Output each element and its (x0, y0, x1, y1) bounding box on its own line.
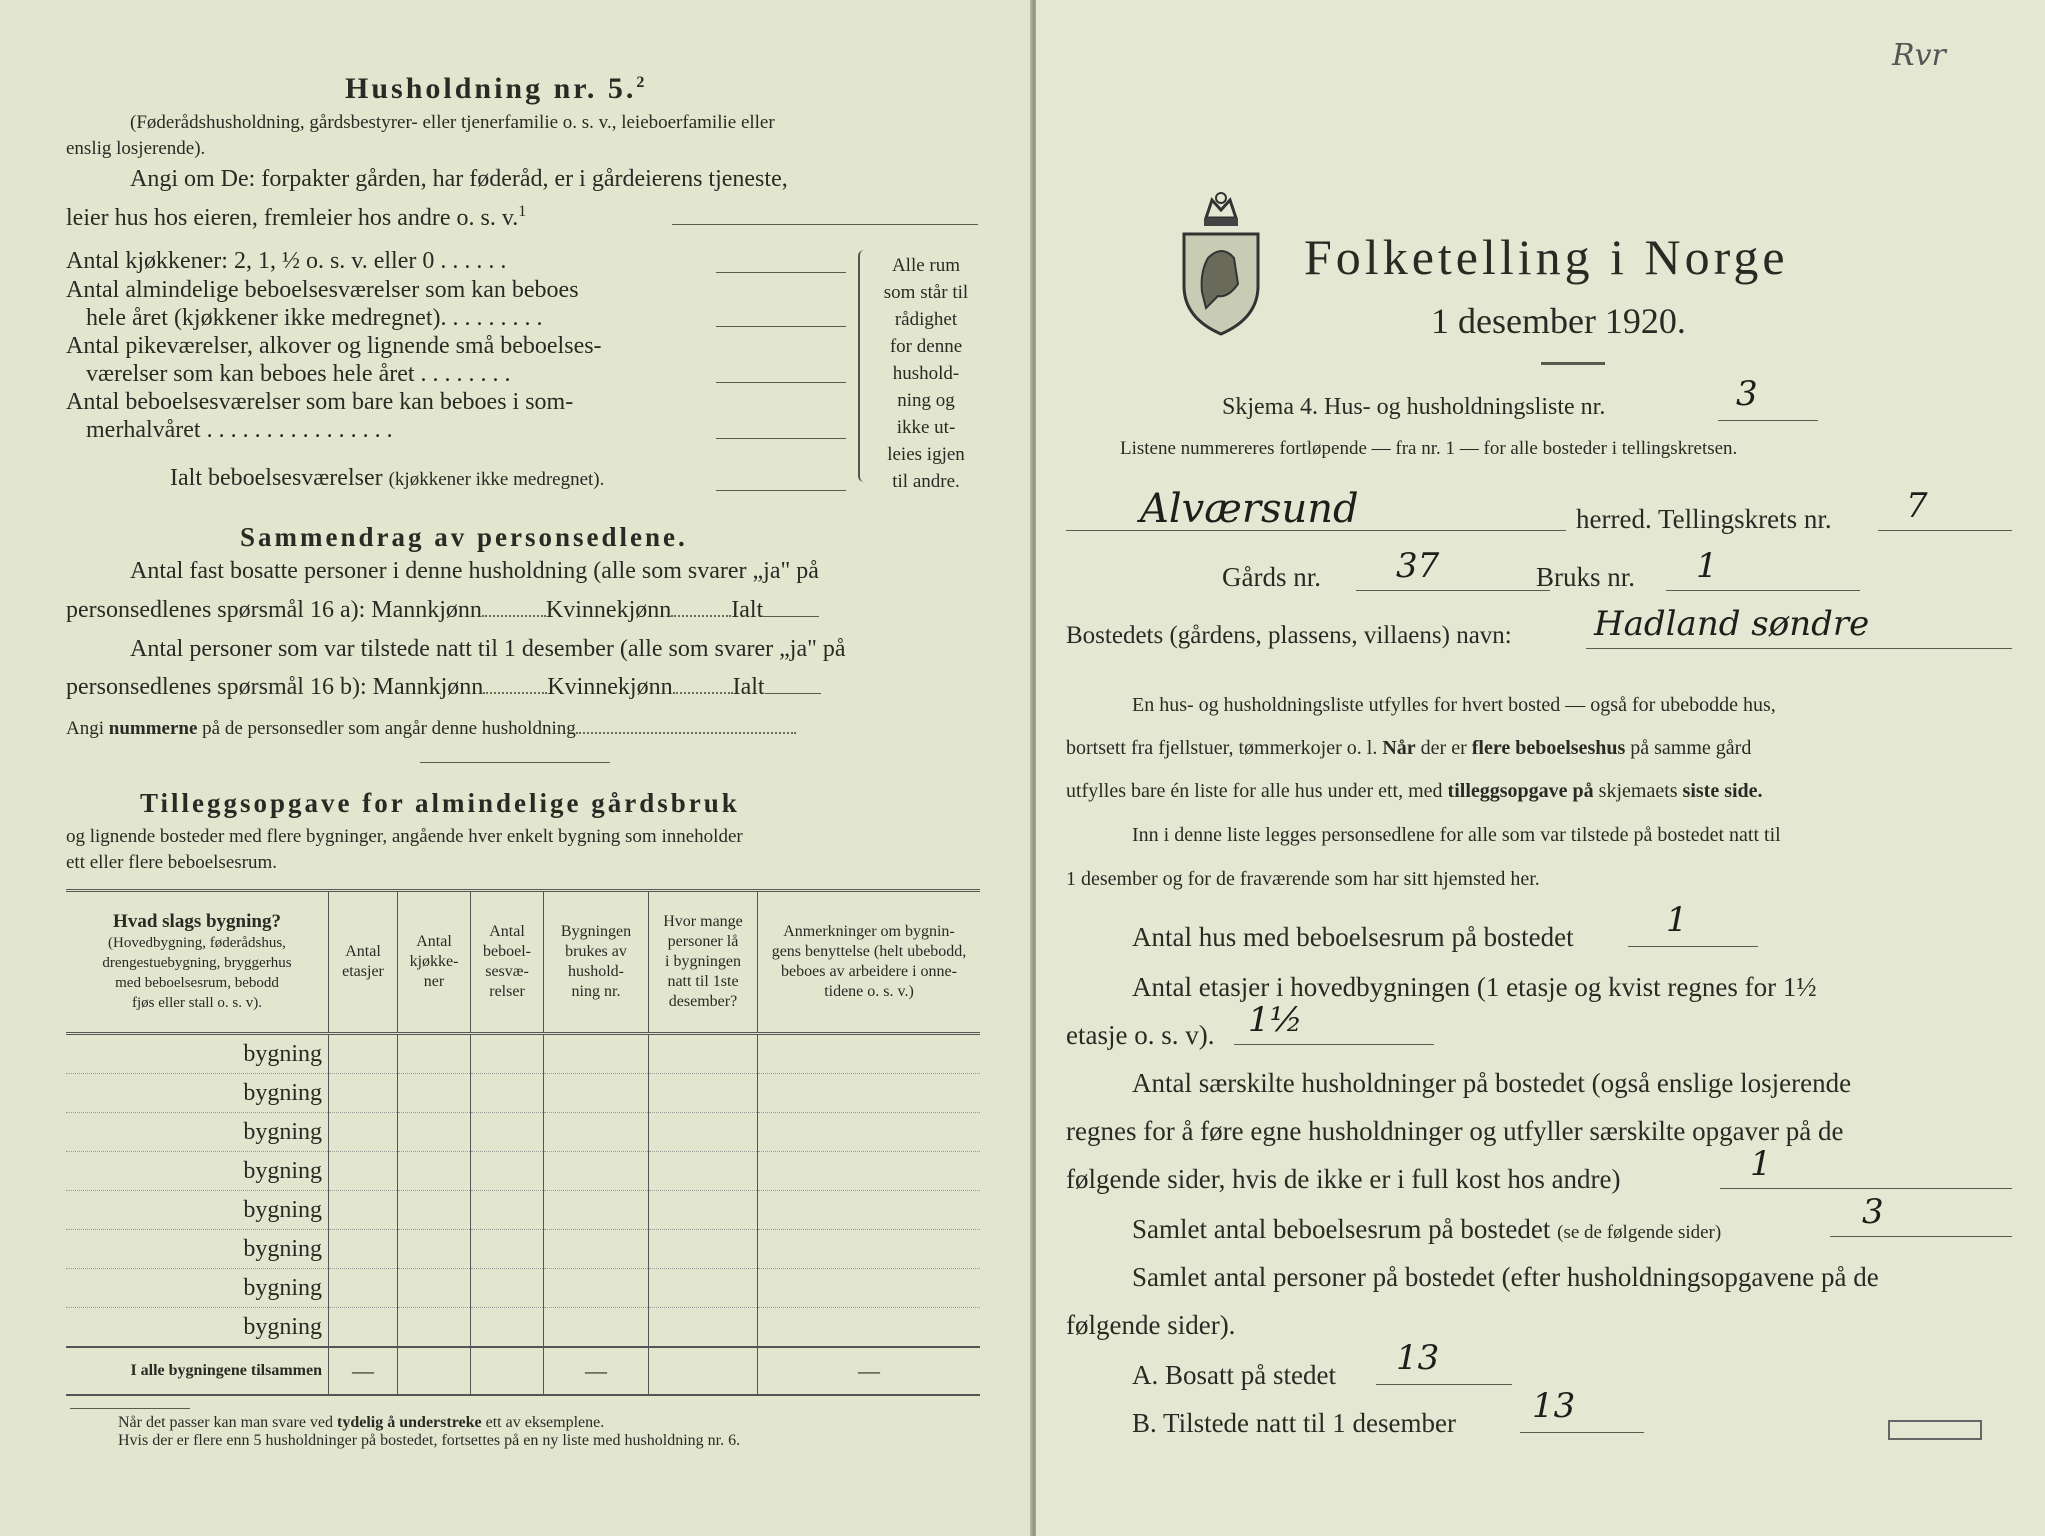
table-total-row (66, 1347, 980, 1395)
summary-title: Sammendrag av personsedlene. (240, 522, 688, 552)
col-header-etasjer: Antal etasjer (329, 891, 398, 1034)
listene-note: Listene nummereres fortløpende — fra nr. 1 — for alle bosteder i tellingskretsen. (1120, 438, 1738, 459)
q-husholdninger-3: følgende sider, hvis de ikke er i full kost hos andre) (1066, 1164, 1621, 1194)
angi-line-1: Angi om De: forpakter gården, har føderåd, er i gårdeierens tjeneste, (130, 166, 788, 192)
col-header-beboelsesvaerelser: Antal beboel- sesvæ- relser (471, 891, 544, 1034)
b-value[interactable]: 13 (1532, 1386, 1576, 1426)
rooms-maid-1: Antal pikeværelser, alkover og lignende små beboelses- (66, 333, 602, 359)
herred-label: herred. (1576, 504, 1652, 534)
total-dash: — (758, 1347, 981, 1395)
q-etasjer-value[interactable]: 1½ (1248, 1000, 1303, 1040)
gards-label: Gårds nr. (1222, 562, 1321, 592)
footnote-1: Når det passer kan man svare ved tydelig å understreke ett av eksemplene. (118, 1414, 605, 1431)
rooms-summer-answer[interactable] (716, 438, 846, 439)
instruction-3: utfylles bare én liste for alle hus under ett, med tilleggsopgave på skjemaets siste side. (1066, 780, 1763, 802)
divider (420, 762, 610, 763)
rooms-total-answer[interactable] (716, 490, 846, 491)
gards-value[interactable]: 37 (1396, 546, 1440, 586)
b-line (1520, 1432, 1644, 1433)
household-intro-2: enslig losjerende). (66, 138, 206, 159)
census-title: Folketelling i Norge (1304, 229, 1789, 285)
q-rum-label: Samlet antal beboelsesrum på bostedet (se de følgende sider) (1132, 1214, 1722, 1244)
census-date: 1 desember 1920. (1431, 301, 1686, 341)
row-label: bygning (66, 1230, 329, 1269)
summary-resident-2: personsedlenes spørsmål 16 a): Mannkjønn Kvinnekjønn Ialt (66, 597, 819, 624)
table-row[interactable] (66, 1113, 980, 1152)
table-row[interactable] (66, 1308, 980, 1348)
q-rum-line (1830, 1236, 2012, 1237)
total-label: I alle bygningene tilsammen (66, 1347, 329, 1395)
bosted-label: Bostedets (gårdens, plassens, villaens) navn: (1066, 622, 1512, 649)
row-label: bygning (66, 1152, 329, 1191)
rooms-ordinary-2: hele året (kjøkkener ikke medregnet). . . . . . . . . (86, 305, 543, 331)
a-line (1376, 1384, 1512, 1385)
rooms-maid-2: værelser som kan beboes hele året . . . . . . . . (86, 361, 511, 387)
a-value[interactable]: 13 (1396, 1338, 1440, 1378)
rooms-summer-1: Antal beboelsesværelser som bare kan beboes i som- (66, 389, 574, 415)
rooms-kitchens-answer[interactable] (716, 272, 846, 273)
summary-present-2: personsedlenes spørsmål 16 b): Mannkjønn Kvinnekjønn Ialt (66, 674, 821, 701)
rooms-side-note: Alle rum som står til rådighet for denne hushold- ning og ikke ut- leies igjen til andre. (883, 255, 969, 492)
col-header-kjokkener: Antal kjøkke- ner (398, 891, 471, 1034)
angi-nummerne: Angi nummerne på de personsedler som angår denne husholdning (66, 718, 796, 740)
q-husholdninger-2: regnes for å føre egne husholdninger og utfyller særskilte opgaver på de (1066, 1116, 1844, 1146)
instruction-5: 1 desember og for de fraværende som har sitt hjemsted her. (1066, 868, 1540, 890)
table-row[interactable] (66, 1152, 980, 1191)
krets-value[interactable]: 7 (1906, 486, 1928, 526)
row-label: bygning (66, 1191, 329, 1230)
bruks-value[interactable]: 1 (1696, 546, 1718, 586)
row-label: bygning (66, 1113, 329, 1152)
q-etasjer-label-1: Antal etasjer i hovedbygningen (1 etasje og kvist regnes for 1½ (1132, 972, 1817, 1002)
bruks-label: Bruks nr. (1536, 562, 1636, 592)
krets-line (1878, 530, 2012, 531)
col-header-type: Hvad slags bygning? (Hovedbygning, føderådshus, drengestuebygning, bryggerhus med beboelsesrum, bebodd fjøs eller stall o. s. v). (102, 910, 292, 1011)
total-dash: — (544, 1347, 649, 1395)
rooms-maid-answer[interactable] (716, 382, 846, 383)
summary-present-1: Antal personer som var tilstede natt til 1 desember (alle som svarer „ja" på (130, 636, 846, 662)
herred-value[interactable]: Alværsund (1140, 486, 1359, 532)
b-label: B. Tilstede natt til 1 desember (1132, 1408, 1456, 1438)
gards-line (1356, 590, 1550, 591)
instruction-4: Inn i denne liste legges personsedlene for alle som var tilstede på bostedet natt til (1132, 824, 1781, 846)
q-hus-line (1628, 946, 1758, 947)
household-title: Husholdning nr. 5.$^2$ (345, 72, 648, 105)
footnote-2: Hvis der er flere enn 5 husholdninger på bostedet, fortsettes på en ny liste med husholdning nr. 6. (118, 1432, 741, 1449)
summary-resident-1: Antal fast bosatte personer i denne husholdning (alle som svarer „ja" på (130, 558, 819, 584)
row-label: bygning (66, 1034, 329, 1074)
rooms-total: Ialt beboelsesværelser (kjøkkener ikke medregnet). (170, 465, 605, 491)
q-hus-label: Antal hus med beboelsesrum på bostedet (1132, 922, 1574, 952)
a-label: A. Bosatt på stedet (1132, 1360, 1336, 1390)
table-row[interactable] (66, 1269, 980, 1308)
skjema-line (1718, 420, 1818, 421)
table-row[interactable] (66, 1191, 980, 1230)
rooms-kitchens: Antal kjøkkener: 2, 1, ½ o. s. v. eller 0 . . . . . . (66, 248, 507, 274)
q-hus-value[interactable]: 1 (1666, 900, 1688, 940)
table-row[interactable] (66, 1230, 980, 1269)
q-personer-1: Samlet antal personer på bostedet (efter husholdningsopgavene på de (1132, 1262, 1879, 1292)
q-etasjer-line (1234, 1044, 1434, 1045)
title-divider (1541, 362, 1605, 365)
right-page (1036, 0, 2045, 1536)
skjema-label: Skjema 4. Hus- og husholdningsliste nr. (1222, 394, 1606, 420)
instruction-2: bortsett fra fjellstuer, tømmerkojer o. l. Når der er flere beboelseshus på samme gård (1066, 737, 1752, 759)
row-label: bygning (66, 1269, 329, 1308)
table-header-row (66, 891, 980, 1034)
total-dash: — (329, 1347, 398, 1395)
q-husholdninger-value[interactable]: 1 (1750, 1144, 1772, 1184)
supplement-text-1: og lignende bosteder med flere bygninger, angående hver enkelt bygning som inneholder (66, 826, 743, 847)
col-header-anmerkninger: Anmerkninger om bygnin- gens benyttelse (helt ubebodd, beboes av arbeidere i onne- tidene o. s. v.) (758, 891, 981, 1034)
table-row[interactable] (66, 1074, 980, 1113)
col-header-personer: Hvor mange personer lå i bygningen natt til 1ste desember? (649, 891, 758, 1034)
corner-mark: Rvr (1892, 38, 1946, 73)
household-intro: (Føderådshusholdning, gårdsbestyrer- eller tjenerfamilie o. s. v., leieboerfamilie eller (130, 112, 775, 133)
supplement-title: Tilleggsopgave for almindelige gårdsbruk (140, 788, 740, 818)
q-rum-value[interactable]: 3 (1862, 1192, 1884, 1232)
table-row[interactable] (66, 1034, 980, 1074)
supplement-text-2: ett eller flere beboelsesrum. (66, 852, 278, 873)
rooms-brace (858, 250, 864, 482)
printer-stamp (1888, 1420, 1982, 1440)
q-husholdninger-line (1720, 1188, 2012, 1189)
q-husholdninger-1: Antal særskilte husholdninger på bostedet (også enslige losjerende (1132, 1068, 1852, 1098)
norway-coat-of-arms-icon (1178, 188, 1264, 338)
rooms-ordinary-answer[interactable] (716, 326, 846, 327)
angi-line-2: leier hus hos eieren, fremleier hos andre o. s. v.$^1$ (66, 203, 527, 231)
bosted-value[interactable]: Hadland søndre (1594, 604, 1870, 644)
col-header-husholdning: Bygningen brukes av hushold- ning nr. (544, 891, 649, 1034)
row-label: bygning (66, 1074, 329, 1113)
buildings-table (66, 889, 980, 1396)
bosted-line (1586, 648, 2012, 649)
rooms-summer-2: merhalvåret . . . . . . . . . . . . . . . . (86, 417, 393, 443)
skjema-value[interactable]: 3 (1736, 374, 1758, 414)
row-label: bygning (66, 1308, 329, 1348)
footnote-rule (70, 1408, 190, 1409)
q-etasjer-label-2: etasje o. s. v). (1066, 1020, 1215, 1050)
rooms-ordinary-1: Antal almindelige beboelsesværelser som kan beboes (66, 277, 579, 303)
krets-label: Tellingskrets nr. (1658, 504, 1832, 534)
bruks-line (1666, 590, 1860, 591)
instruction-1: En hus- og husholdningsliste utfylles for hvert bosted — også for ubebodde hus, (1132, 694, 1776, 716)
q-personer-2: følgende sider). (1066, 1310, 1236, 1340)
angi-answer-line[interactable] (672, 224, 978, 225)
